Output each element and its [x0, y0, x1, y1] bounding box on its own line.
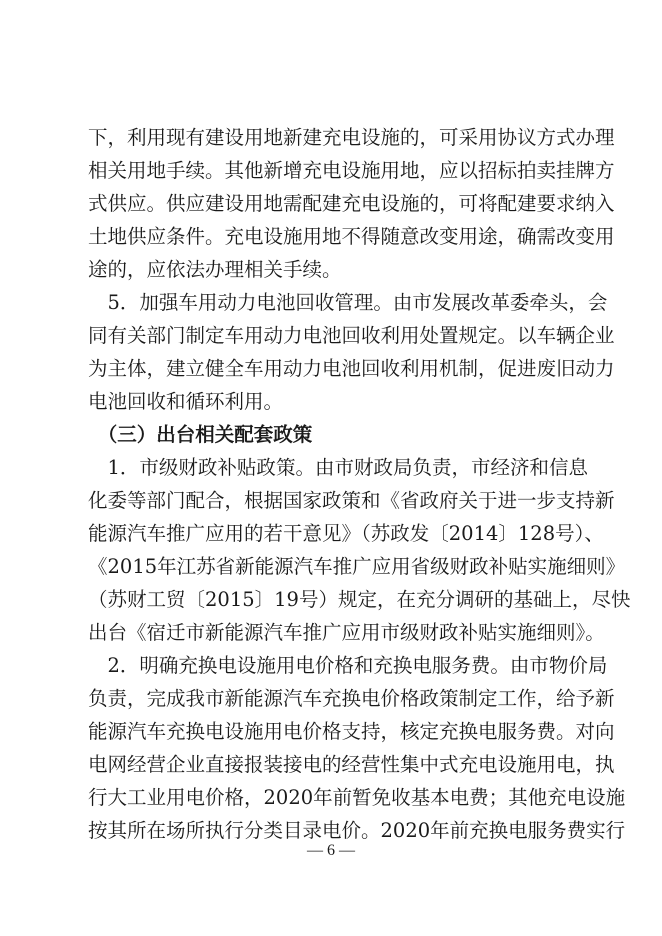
body-line: 能源汽车推广应用的若干意见》（苏政发〔2014〕128号）、 [88, 522, 604, 545]
body-line: 式供应。供应建设用地需配建充电设施的，可将配建要求纳入 [88, 192, 615, 215]
body-line: 1．市级财政补贴政策。由市财政局负责，市经济和信息 [88, 456, 588, 479]
body-line: 化委等部门配合，根据国家政策和《省政府关于进一步支持新 [88, 489, 615, 512]
body-line: （苏财工贸〔2015〕19号）规定，在充分调研的基础上，尽快 [88, 588, 631, 611]
body-line: 电池回收和循环利用。 [88, 390, 284, 413]
body-line: 途的，应依法办理相关手续。 [88, 258, 342, 281]
body-line: 相关用地手续。其他新增充电设施用地，应以招标拍卖挂牌方 [88, 159, 615, 182]
page-number: — 6 — [307, 842, 355, 859]
body-line: 下，利用现有建设用地新建充电设施的，可采用协议方式办理 [88, 126, 615, 149]
body-line: 《2015年江苏省新能源汽车推广应用省级财政补贴实施细则》 [88, 555, 626, 578]
body-line: 同有关部门制定车用动力电池回收利用处置规定。以车辆企业 [88, 324, 615, 347]
body-line: 土地供应条件。充电设施用地不得随意改变用途，确需改变用 [88, 225, 615, 248]
body-line: 按其所在场所执行分类目录电价。2020年前充换电服务费实行 [88, 819, 626, 842]
body-line: 为主体，建立健全车用动力电池回收利用机制，促进废旧动力 [88, 357, 615, 380]
body-line: 负责，完成我市新能源汽车充换电价格政策制定工作，给予新 [88, 687, 615, 710]
body-line: 5．加强车用动力电池回收管理。由市发展改革委牵头，会 [88, 291, 608, 314]
body-line: 电网经营企业直接报装接电的经营性集中式充电设施用电，执 [88, 753, 615, 776]
section-heading: （三）出台相关配套政策 [88, 423, 313, 446]
body-line: 行大工业用电价格，2020年前暂免收基本电费；其他充电设施 [88, 786, 626, 809]
body-line: 2．明确充换电设施用电价格和充换电服务费。由市物价局 [88, 654, 608, 677]
body-line: 出台《宿迁市新能源汽车推广应用市级财政补贴实施细则》。 [88, 621, 605, 644]
body-line: 能源汽车充换电设施用电价格支持，核定充换电服务费。对向 [88, 720, 615, 743]
